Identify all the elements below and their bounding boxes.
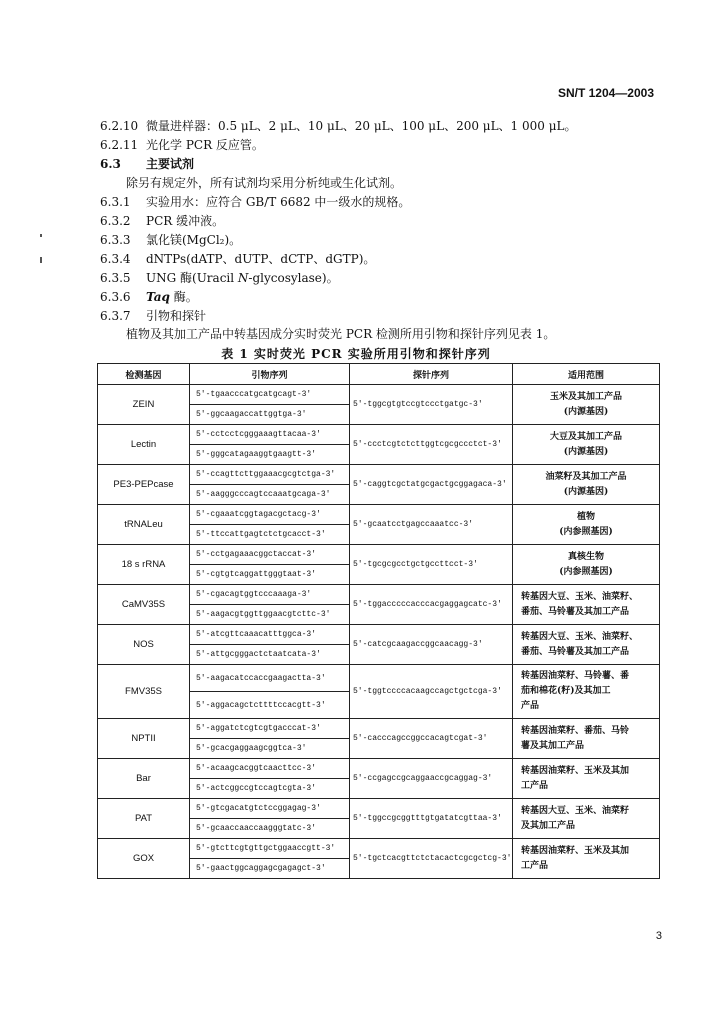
- primer-cell: 5′-cgacagtggtcccaaaga-3′: [190, 585, 350, 605]
- scope-cell: [513, 665, 660, 719]
- scope-line: (内源基因): [563, 406, 609, 417]
- probe-cell: 5′-tgcgcgcctgctgccttcct-3′: [350, 545, 513, 585]
- probe-cell: 5′-tggacccccacccacgaggagcatc-3′: [350, 585, 513, 625]
- scope-cell: [513, 585, 660, 625]
- scope-line: 工产品: [521, 780, 549, 791]
- gene-cell: CaMV35S: [98, 585, 190, 625]
- table-row: [98, 759, 660, 779]
- primer-cell: 5′-aggatctcgtcgtgacccat-3′: [190, 719, 350, 739]
- table-row: [98, 719, 660, 739]
- scope-line: 番茄、马铃薯及其加工产品: [521, 606, 630, 617]
- column-header: 引物序列: [190, 364, 350, 385]
- probe-cell: 5′-caggtcgctatgcgactgcggagaca-3′: [350, 465, 513, 505]
- paragraph-table-intro: 植物及其加工产品中转基因成分实时荧光 PCR 检测所用引物和探针序列见表 1。: [126, 327, 556, 341]
- scope-line: 及其加工产品: [521, 820, 576, 831]
- primer-cell: 5′-tgaacccatgcatgcagt-3′: [190, 385, 350, 405]
- table-row: [98, 585, 660, 605]
- clause-6-3-2: [100, 213, 224, 229]
- primer-cell: 5′-aggacagctcttttccacgtt-3′: [190, 692, 350, 719]
- scope-cell: [513, 799, 660, 839]
- clause-number: 6.2.10: [100, 119, 139, 133]
- scope-line: (内源基因): [563, 486, 609, 497]
- clause-heading: 主要试剂: [146, 157, 195, 171]
- column-header: 检测基因: [98, 364, 190, 385]
- clause-6-3-3: [100, 232, 241, 248]
- table-row: [98, 665, 660, 692]
- scope-cell: [513, 385, 660, 425]
- table-header-row: [98, 364, 660, 385]
- scope-line: (内源基因): [563, 446, 609, 457]
- scope-cell: [513, 505, 660, 545]
- table-row: [98, 425, 660, 445]
- clause-text: 光化学 PCR 反应管。: [146, 138, 264, 152]
- primer-cell: 5′-ccagttcttggaaacgcgtctga-3′: [190, 465, 350, 485]
- gene-cell: Lectin: [98, 425, 190, 465]
- clause-text: 实验用水：应符合 GB/T 6682 中一级水的规格。: [146, 195, 411, 209]
- primer-cell: 5′-cctcctcgggaaagttacaa-3′: [190, 425, 350, 445]
- primer-cell: 5′-atcgttcaaacatttggca-3′: [190, 625, 350, 645]
- table-row: [98, 839, 660, 859]
- scope-line: 玉米及其加工产品: [549, 391, 622, 402]
- document-code: SN/T 1204—2003: [557, 86, 654, 100]
- clause-6-2-10: [100, 118, 577, 134]
- scope-line: 大豆及其加工产品: [549, 431, 622, 442]
- gene-cell: Bar: [98, 759, 190, 799]
- clause-number: 6.3.2: [100, 214, 131, 228]
- clause-text: [146, 270, 339, 286]
- scope-cell: [513, 465, 660, 505]
- table-row: [98, 545, 660, 565]
- clause-number: 6.3.3: [100, 233, 131, 247]
- clause-number: 6.2.11: [100, 138, 139, 152]
- scope-cell: [513, 719, 660, 759]
- margin-mark: [40, 234, 42, 237]
- scope-cell: [513, 839, 660, 879]
- clause-text-part: -glycosylase)。: [248, 271, 339, 285]
- primer-cell: 5′-actcggccgtccagtcgta-3′: [190, 779, 350, 799]
- scope-line: 转基因大豆、玉米、油菜籽、: [521, 591, 639, 602]
- scope-line: 转基因大豆、玉米、油菜籽: [521, 805, 630, 816]
- probe-cell: 5′-tggcgtgtccgtccctgatgc-3′: [350, 385, 513, 425]
- table-title: 表 1 实时荧光 PCR 实验所用引物和探针序列: [221, 347, 491, 361]
- primer-cell: 5′-gtcttcgtgttgctggaaccgtt-3′: [190, 839, 350, 859]
- probe-cell: 5′-tggccgcggtttgtgatatcgttaa-3′: [350, 799, 513, 839]
- probe-cell: 5′-cacccagccggccacagtcgat-3′: [350, 719, 513, 759]
- gene-cell: ZEIN: [98, 385, 190, 425]
- clause-number: 6.3.4: [100, 252, 131, 266]
- clause-6-3-7: [100, 308, 206, 324]
- primer-cell: 5′-ggcaagaccattggtga-3′: [190, 405, 350, 425]
- gene-cell: NPTII: [98, 719, 190, 759]
- table-row: [98, 505, 660, 525]
- probe-cell: 5′-tgctcacgttctctacactcgcgctcg-3′: [350, 839, 513, 879]
- primer-cell: 5′-gaactggcaggagcgagagct-3′: [190, 859, 350, 879]
- primer-cell: 5′-cctgagaaacggctaccat-3′: [190, 545, 350, 565]
- margin-mark: [40, 257, 42, 263]
- scope-line: (内参照基因): [559, 566, 613, 577]
- page-number: 3: [655, 930, 662, 942]
- primer-cell: 5′-cgtgtcaggattgggtaat-3′: [190, 565, 350, 585]
- clause-6-3-heading: [100, 156, 194, 172]
- clause-text: PCR 缓冲液。: [146, 214, 225, 228]
- clause-number: 6.3.1: [100, 195, 131, 209]
- clause-text: 氯化镁(MgCl₂)。: [146, 233, 242, 247]
- scope-cell: [513, 759, 660, 799]
- clause-number: 6.3.6: [100, 290, 131, 304]
- clause-text: dNTPs(dATP、dUTP、dCTP、dGTP)。: [146, 252, 376, 266]
- gene-cell: PAT: [98, 799, 190, 839]
- table-row: [98, 799, 660, 819]
- column-header: 适用范围: [513, 364, 660, 385]
- scope-line: 番茄、马铃薯及其加工产品: [521, 646, 630, 657]
- probe-cell: 5′-gcaatcctgagccaaatcc-3′: [350, 505, 513, 545]
- clause-text: [146, 289, 198, 305]
- clause-6-2-11: [100, 137, 264, 153]
- clause-text: 引物和探针: [146, 309, 207, 323]
- scope-line: 产品: [521, 701, 540, 711]
- scope-line: 薯及其加工产品: [521, 740, 585, 751]
- primer-cell: 5′-attgcgggactctaatcata-3′: [190, 645, 350, 665]
- scope-line: 工产品: [521, 860, 549, 871]
- gene-cell: PE3-PEPcase: [98, 465, 190, 505]
- scope-line: 转基因油菜籽、番茄、马铃: [521, 725, 630, 736]
- table-row: [98, 625, 660, 645]
- probe-cell: 5′-tggtccccacaagccagctgctcga-3′: [350, 665, 513, 719]
- scope-cell: [513, 625, 660, 665]
- primer-cell: 5′-aagacatccaccgaagactta-3′: [190, 665, 350, 692]
- table-row: [98, 385, 660, 405]
- primer-cell: 5′-gcaaccaaccaagggtatc-3′: [190, 819, 350, 839]
- scope-line: 植物: [576, 511, 595, 522]
- gene-cell: 18 s rRNA: [98, 545, 190, 585]
- primer-cell: 5′-cgaaatcggtagacgctacg-3′: [190, 505, 350, 525]
- scope-line: 转基因油菜籽、玉米及其加: [521, 765, 630, 776]
- primer-probe-table: [97, 363, 660, 879]
- primer-cell: 5′-gcacgaggaagcggtca-3′: [190, 739, 350, 759]
- primer-cell: 5′-aagacgtggttggaacgtcttc-3′: [190, 605, 350, 625]
- clause-6-3-1: [100, 194, 410, 210]
- clause-text-part: UNG 酶(Uracil: [146, 271, 238, 285]
- table-row: [98, 465, 660, 485]
- primer-cell: 5′-aagggcccagtccaaatgcaga-3′: [190, 485, 350, 505]
- clause-6-3-4: [100, 251, 375, 267]
- probe-cell: 5′-ccctcgtctcttggtcgcgccctct-3′: [350, 425, 513, 465]
- probe-cell: 5′-ccgagccgcaggaaccgcaggag-3′: [350, 759, 513, 799]
- primer-cell: 5′-gggcatagaaggtgaagtt-3′: [190, 445, 350, 465]
- clause-text: 微量进样器：0.5 μL、2 μL、10 μL、20 μL、100 μL、200 μL、1 000 μL。: [146, 119, 577, 133]
- primer-cell: 5′-gtcgacatgtctccggagag-3′: [190, 799, 350, 819]
- gene-cell: NOS: [98, 625, 190, 665]
- clause-number: 6.3.7: [100, 309, 131, 323]
- clause-number: 6.3.5: [100, 271, 131, 285]
- probe-cell: 5′-catcgcaagaccggcaacagg-3′: [350, 625, 513, 665]
- scope-line: (内参照基因): [559, 526, 613, 537]
- clause-text-italic: Taq: [146, 290, 170, 304]
- scope-line: 茄和棉花(籽)及其加工: [521, 686, 611, 696]
- scope-line: 转基因油菜籽、玉米及其加: [521, 845, 630, 856]
- scope-line: 油菜籽及其加工产品: [545, 471, 627, 482]
- clause-6-3-6: [100, 289, 198, 305]
- gene-cell: tRNALeu: [98, 505, 190, 545]
- scope-line: 转基因油菜籽、马铃薯、番: [521, 671, 630, 681]
- clause-number: 6.3: [100, 157, 121, 171]
- scope-line: 真核生物: [567, 551, 604, 562]
- paragraph-reagent-note: 除另有规定外，所有试剂均采用分析纯或生化试剂。: [126, 176, 403, 190]
- clause-text-italic: N: [237, 271, 249, 285]
- scope-line: 转基因大豆、玉米、油菜籽、: [521, 631, 639, 642]
- primer-cell: 5′-acaagcacggtcaacttcc-3′: [190, 759, 350, 779]
- primer-cell: 5′-ttccattgagtctctgcacct-3′: [190, 525, 350, 545]
- scope-cell: [513, 545, 660, 585]
- clause-6-3-5: [100, 270, 339, 286]
- gene-cell: GOX: [98, 839, 190, 879]
- column-header: 探针序列: [350, 364, 513, 385]
- scope-cell: [513, 425, 660, 465]
- clause-text-part: 酶。: [169, 290, 198, 304]
- gene-cell: FMV35S: [98, 665, 190, 719]
